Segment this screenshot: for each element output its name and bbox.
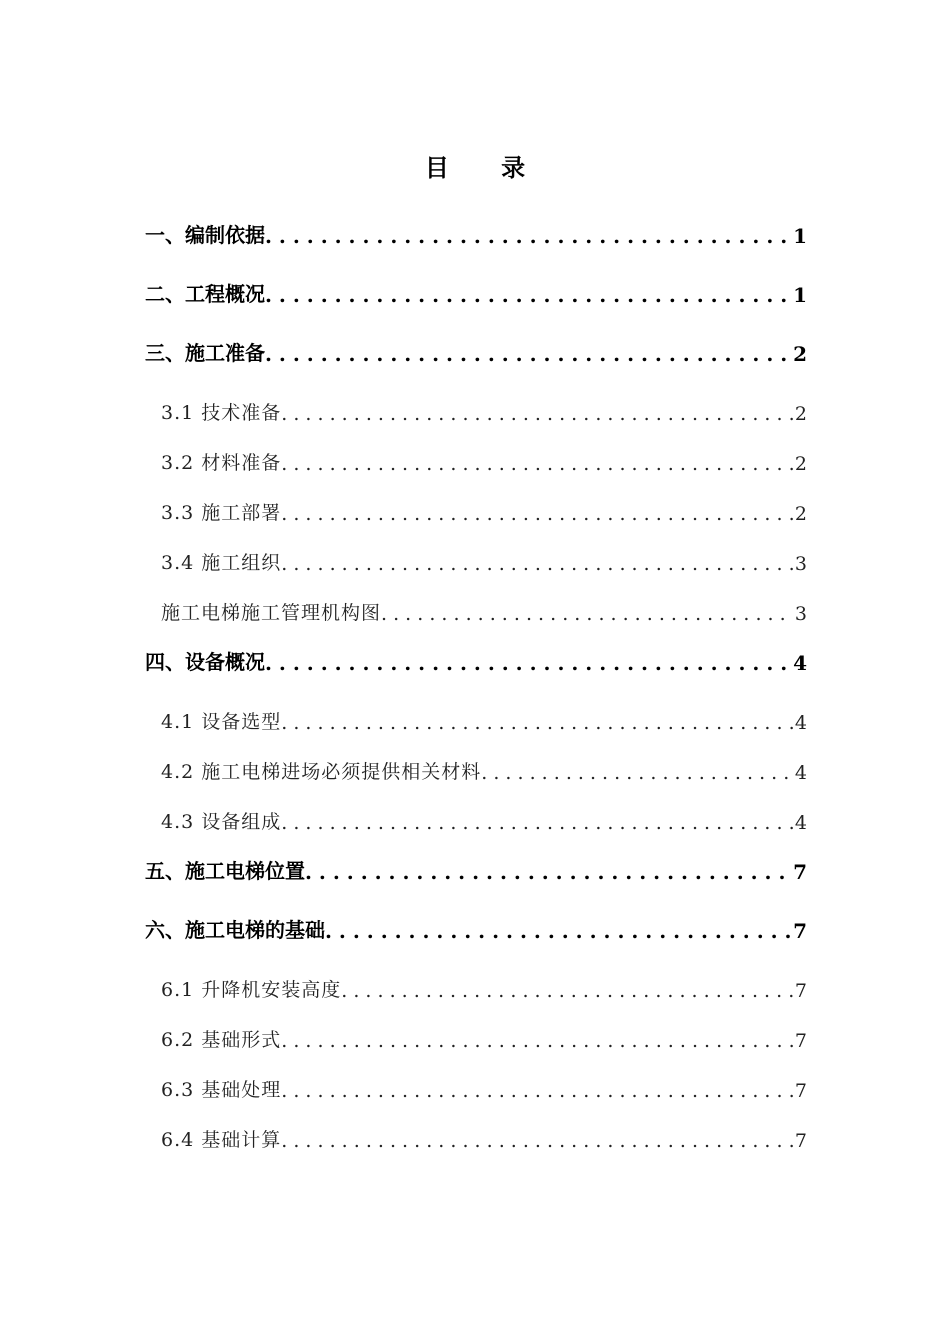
toc-entry[interactable] [145, 903, 807, 943]
toc-dot-leader [281, 403, 793, 425]
toc-entry[interactable] [145, 962, 807, 1002]
toc-entry-label: 二、工程概况 [145, 282, 265, 306]
toc-entry[interactable] [145, 385, 807, 425]
toc-entry[interactable] [145, 1112, 807, 1152]
toc-entry-label: 4.3 设备组成 [161, 811, 282, 833]
toc-dot-leader [281, 503, 793, 525]
toc-dot-leader [281, 1080, 793, 1102]
toc-dot-leader [305, 860, 791, 884]
toc-dot-leader [281, 453, 793, 475]
toc-entry-label: 3.2 材料准备 [161, 452, 282, 474]
toc-entry-label: 6.1 升降机安装高度 [161, 979, 342, 1001]
toc-entry-page-number: 4 [794, 712, 807, 734]
toc-entry-page-number: 2 [793, 342, 807, 366]
toc-entry[interactable] [145, 435, 807, 475]
toc-entry[interactable] [145, 635, 807, 675]
toc-dot-leader [281, 712, 793, 734]
toc-entry-page-number: 3 [794, 553, 807, 575]
toc-entry-label: 三、施工准备 [145, 341, 265, 365]
toc-dot-leader [281, 812, 793, 834]
toc-entry-label: 一、编制依据 [145, 223, 265, 247]
toc-entry-page-number: 2 [794, 453, 807, 475]
toc-entry[interactable] [145, 844, 807, 884]
toc-dot-leader [281, 553, 793, 575]
toc-entry-label: 3.1 技术准备 [161, 402, 282, 424]
toc-entry-label: 6.3 基础处理 [161, 1079, 282, 1101]
toc-entry-label: 四、设备概况 [145, 650, 265, 674]
toc-entry-page-number: 1 [793, 224, 807, 248]
toc-title: 目 录 [424, 153, 548, 182]
toc-entry-page-number: 4 [794, 812, 807, 834]
toc-entry-label: 4.1 设备选型 [161, 711, 282, 733]
toc-entry[interactable] [145, 694, 807, 734]
toc-entry[interactable] [145, 535, 807, 575]
toc-entry-label: 3.4 施工组织 [161, 552, 282, 574]
toc-dot-leader [381, 603, 793, 625]
toc-entry-label: 施工电梯施工管理机构图 [161, 602, 382, 624]
toc-entry-page-number: 7 [794, 1030, 807, 1052]
toc-entry[interactable] [145, 208, 807, 248]
table-of-contents [145, 208, 807, 1162]
toc-entry-page-number: 2 [794, 503, 807, 525]
toc-entry-page-number: 7 [794, 1080, 807, 1102]
toc-entry-page-number: 7 [793, 919, 807, 943]
toc-entry-page-number: 2 [794, 403, 807, 425]
toc-entry-page-number: 7 [794, 1130, 807, 1152]
toc-dot-leader [481, 762, 793, 784]
toc-entry-label: 6.4 基础计算 [161, 1129, 282, 1151]
toc-entry-label: 3.3 施工部署 [161, 502, 282, 524]
toc-dot-leader [265, 283, 791, 307]
toc-entry-page-number: 7 [794, 980, 807, 1002]
toc-dot-leader [265, 342, 791, 366]
toc-dot-leader [265, 224, 791, 248]
toc-entry[interactable] [145, 1012, 807, 1052]
toc-entry[interactable] [145, 794, 807, 834]
toc-entry[interactable] [145, 744, 807, 784]
toc-entry-page-number: 4 [794, 762, 807, 784]
toc-entry-label: 六、施工电梯的基础 [145, 918, 325, 942]
toc-entry-label: 五、施工电梯位置 [145, 859, 305, 883]
toc-entry-page-number: 1 [793, 283, 807, 307]
toc-entry[interactable] [145, 267, 807, 307]
toc-entry-page-number: 3 [794, 603, 807, 625]
toc-entry[interactable] [145, 585, 807, 625]
toc-entry[interactable] [145, 1062, 807, 1102]
toc-dot-leader [325, 919, 791, 943]
toc-entry-page-number: 4 [793, 651, 807, 675]
toc-entry[interactable] [145, 485, 807, 525]
toc-dot-leader [281, 1030, 793, 1052]
toc-dot-leader [281, 1130, 793, 1152]
toc-dot-leader [341, 980, 793, 1002]
toc-entry-label: 6.2 基础形式 [161, 1029, 282, 1051]
toc-entry[interactable] [145, 326, 807, 366]
toc-dot-leader [265, 651, 791, 675]
toc-entry-label: 4.2 施工电梯进场必须提供相关材料 [161, 761, 482, 783]
toc-entry-page-number: 7 [793, 860, 807, 884]
